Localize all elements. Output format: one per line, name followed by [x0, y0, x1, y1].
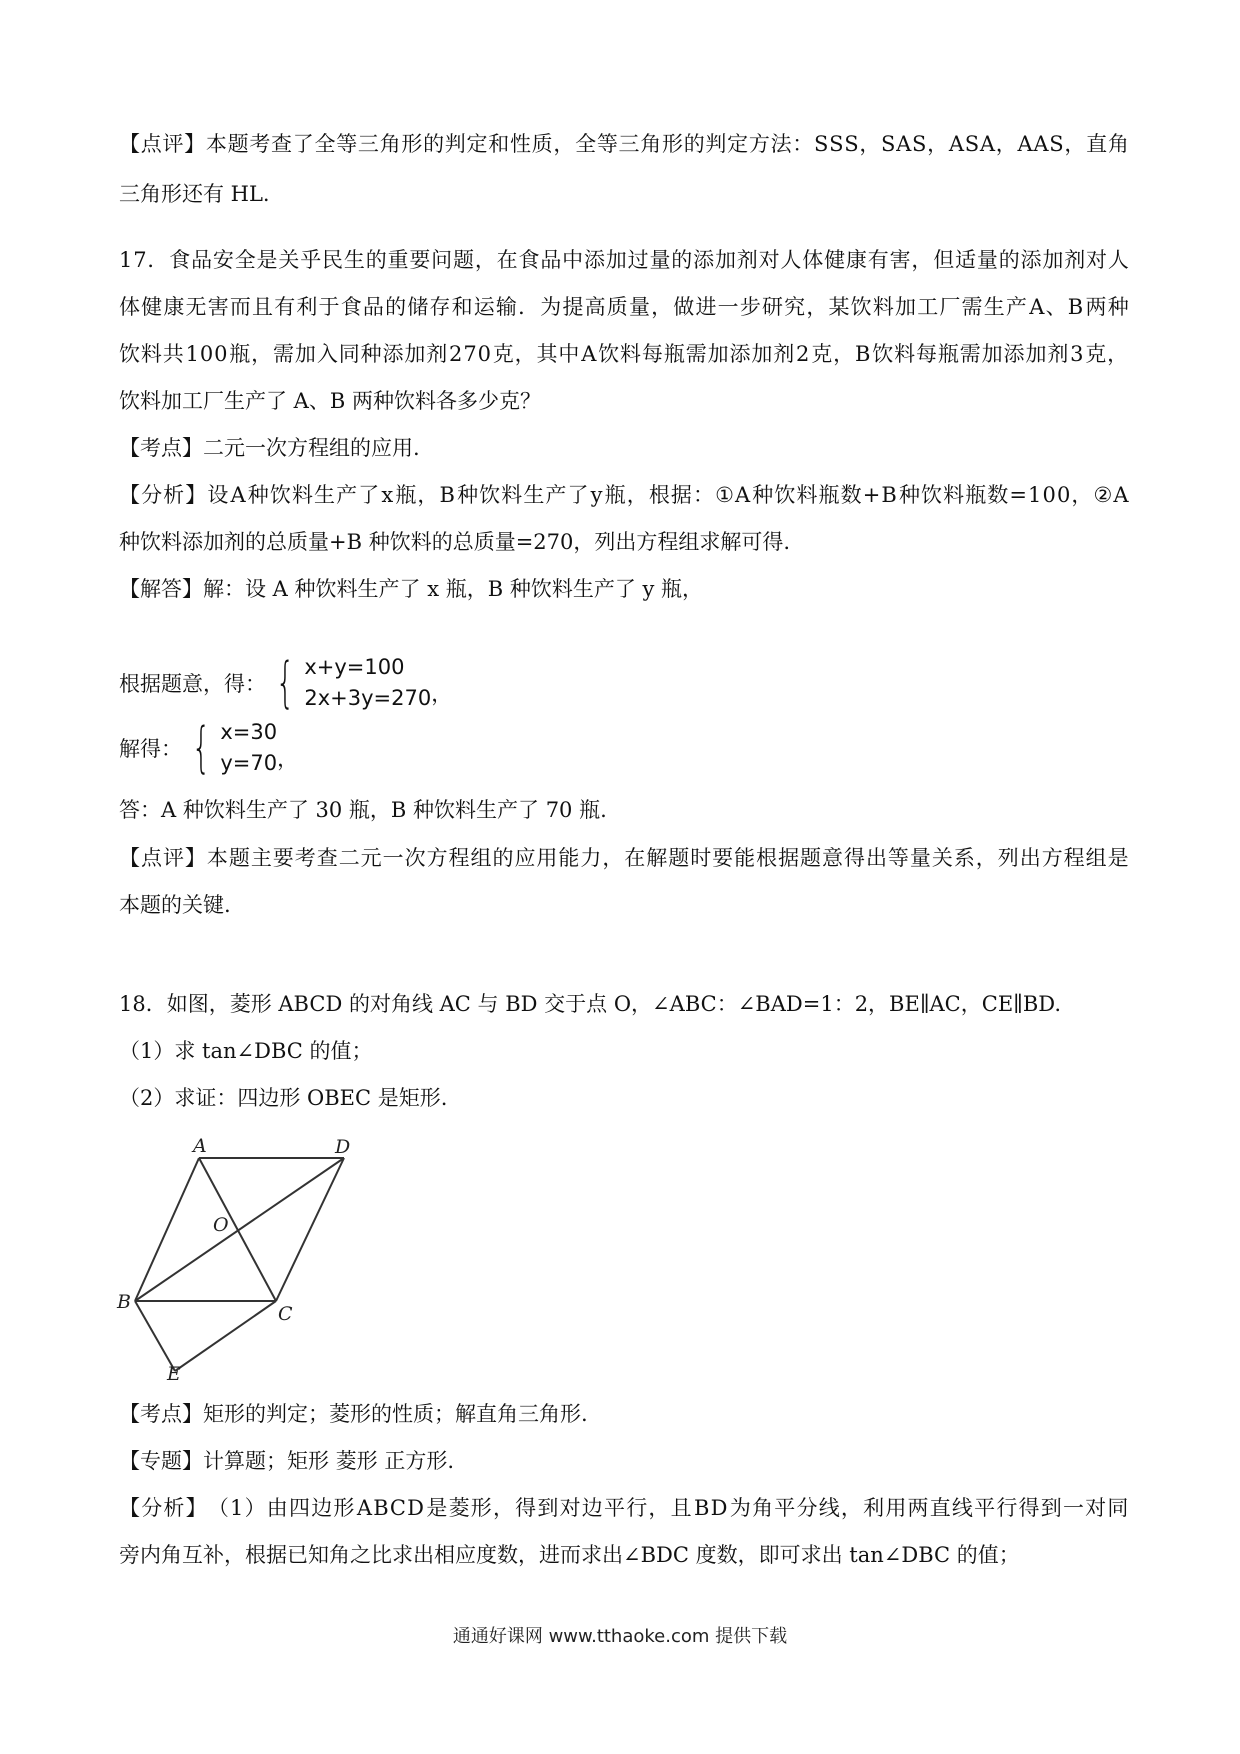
- q17-stem-line-1: 1 7 ． 食 品 安 全 是 关 乎 民 生 的 重 要 问 题 ， 在 食 品 中 添 加 过 量 的 添 加 剂 对 人 体 健 康 有 害 ， 但 适 量 的 添 加 剂 对 人: [119, 248, 1129, 272]
- diagonal-AC: [199, 1158, 276, 1301]
- eq2-comma: ，: [277, 747, 299, 771]
- review-line-2: 三角形还有 HL.: [119, 182, 270, 206]
- q18-zhuanti: 【专题】计算题；矩形 菱形 正方形.: [119, 1449, 455, 1473]
- q17-jieda: 【解答】解：设 A 种饮料生产了 x 瓶，B 种饮料生产了 y 瓶，: [119, 577, 704, 601]
- q17-answer: 答：A 种饮料生产了 30 瓶，B 种饮料生产了 70 瓶.: [119, 798, 607, 822]
- q18-part-1: （1）求 tan∠DBC 的值；: [119, 1039, 373, 1063]
- q18-part-2: （2）求证：四边形 OBEC 是矩形.: [119, 1086, 448, 1110]
- eq1-comma: ，: [431, 682, 453, 706]
- q17-stem-line-4: 饮料加工厂生产了 A、B 两种饮料各多少克？: [119, 389, 541, 413]
- label-D: D: [335, 1136, 351, 1158]
- review-line-1: 【 点 评 】 本 题 考 查 了 全 等 三 角 形 的 判 定 和 性 质 ， 全 等 三 角 形 的 判 定 方 法 ： S S S ， S A S ， A S A ， A A S ， 直 角: [119, 132, 1129, 156]
- rhombus-figure: [115, 1128, 360, 1380]
- left-brace-icon: {: [191, 716, 211, 779]
- q17-fenxi-line-1: 【 分 析 】 设 A 种 饮 料 生 产 了 x 瓶 ， B 种 饮 料 生 产 了 y 瓶 ， 根 据 ： ① A 种 饮 料 瓶 数 + B 种 饮 料 瓶 数 = 1 0 0 ， ② A: [119, 483, 1129, 507]
- q17-fenxi-line-2: 种饮料添加剂的总质量+B 种饮料的总质量=270，列出方程组求解可得.: [119, 530, 791, 554]
- q17-stem-line-2: 体 健 康 无 害 而 且 有 利 于 食 品 的 储 存 和 运 输 ． 为 提 高 质 量 ， 做 进 一 步 研 究 ， 某 饮 料 加 工 厂 需 生 产 A 、 B 两 种: [119, 295, 1129, 319]
- label-B: B: [117, 1291, 131, 1313]
- label-C: C: [278, 1303, 293, 1325]
- segment-BE: [135, 1301, 175, 1371]
- segment-EC: [175, 1301, 276, 1371]
- left-brace-icon: {: [275, 651, 295, 714]
- eq1-line-a: x+y=100: [304, 655, 405, 679]
- eq2-line-b: y=70: [220, 751, 278, 775]
- q18-stem: 18．如图，菱形 ABCD 的对角线 AC 与 BD 交于点 O，∠ABC：∠BAD=1：2，BE∥AC，CE∥BD.: [119, 992, 1062, 1016]
- equation-system-2: [119, 713, 298, 783]
- eq1-label: 根据题意，得：: [119, 672, 266, 696]
- q17-kaodian: 【考点】二元一次方程组的应用.: [119, 436, 420, 460]
- eq1-line-b: 2x+3y=270: [304, 686, 432, 710]
- q18-fenxi-line-1: 【 分 析 】 （ 1 ） 由 四 边 形 A B C D 是 菱 形 ， 得 到 对 边 平 行 ， 且 B D 为 角 平 分 线 ， 利 用 两 直 线 平 行 得 到 一 对 同: [119, 1496, 1129, 1520]
- eq2-label: 解得：: [119, 737, 182, 761]
- segment-DC: [276, 1158, 344, 1301]
- q18-fenxi-line-2: 旁内角互补，根据已知角之比求出相应度数，进而求出∠BDC 度数，即可求出 tan∠DBC 的值；: [119, 1543, 1020, 1567]
- label-O: O: [213, 1214, 229, 1236]
- page-footer: 通通好课网 www.tthaoke.com 提供下载: [452, 1626, 788, 1647]
- q18-kaodian: 【考点】矩形的判定；菱形的性质；解直角三角形.: [119, 1402, 588, 1426]
- q17-dianping-line-1: 【 点 评 】 本 题 主 要 考 查 二 元 一 次 方 程 组 的 应 用 能 力 ， 在 解 题 时 要 能 根 据 题 意 得 出 等 量 关 系 ， 列 出 方 程 组 是: [119, 846, 1129, 870]
- q17-dianping-line-2: 本题的关键.: [119, 893, 231, 917]
- eq2-line-a: x=30: [220, 720, 278, 744]
- q17-stem-line-3: 饮 料 共 1 0 0 瓶 ， 需 加 入 同 种 添 加 剂 2 7 0 克 ， 其 中 A 饮 料 每 瓶 需 加 添 加 剂 2 克 ， B 饮 料 每 瓶 需 加 添 加 剂 3 克 ，: [119, 342, 1129, 366]
- label-E: E: [167, 1363, 181, 1380]
- equation-system-1: [119, 648, 452, 718]
- label-A: A: [193, 1135, 207, 1157]
